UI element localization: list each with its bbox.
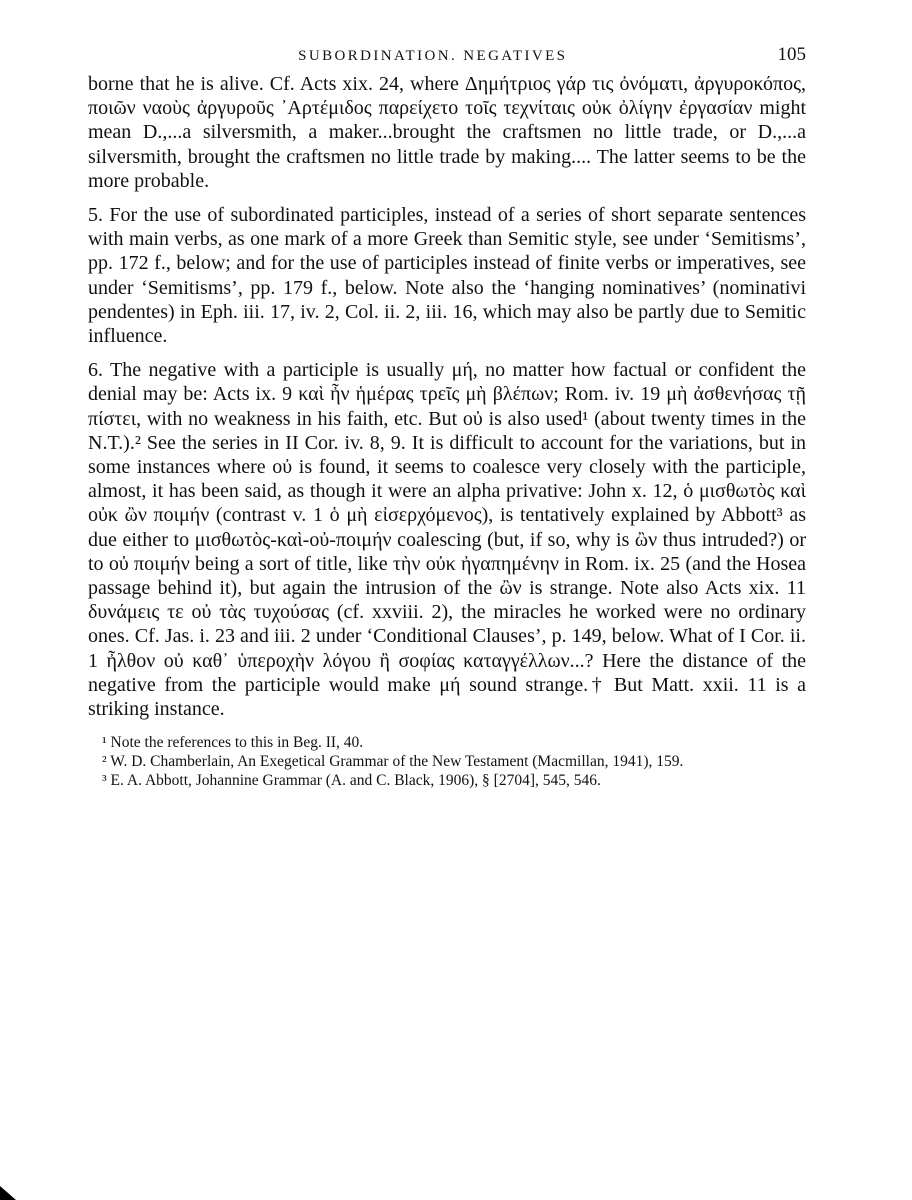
corner-scan-mark <box>0 1186 16 1200</box>
running-head-title: SUBORDINATION. NEGATIVES <box>298 48 568 64</box>
footnote-3: ³ E. A. Abbott, Johannine Grammar (A. and C. Black, 1906), § [2704], 545, 546. <box>102 772 601 790</box>
page-number: 105 <box>777 44 806 65</box>
paragraph-6: 6. The negative with a participle is usually μή, no matter how factual or confident the denial may be: Acts ix. 9 καὶ ἦν ἡμέρας τρεῖς μὴ βλέπων; Rom. iv. 19 μὴ ἀσθενήσας τῇ πίστει, with no weakness in his faith, etc. But οὐ is also used¹ (about twenty times in the N.T.).² See the series in II Cor. iv. 8, 9. It is difficult to account for the variations, but in some instances where οὐ is found, it seems to coalesce very closely with the participle, almost, it has been said, as though it were an alpha privative: John x. 12, ὁ μισθωτὸς καὶ οὐκ ὢν ποιμήν (contrast v. 1 ὁ μὴ εἰσερχόμενος), is tentatively explained by Abbott³ as due either to μισθωτὸς-καὶ-οὐ-ποιμήν coalescing (but, if so, why is ὢν thus intruded?) or to οὐ ποιμήν being a sort of title, like τὴν οὐκ ἠγαπημένην in Rom. ix. 25 (and the Hosea passage behind it), but again the intrusion of the ὢν is strange. Note also Acts xix. 11 δυνάμεις τε οὐ τὰς τυχούσας (cf. xxviii. 2), the miracles he worked were no ordinary ones. Cf. Jas. i. 23 and iii. 2 under ‘Conditional Clauses’, p. 149, below. What of I Cor. ii. 1 ἦλθον οὐ καθ᾿ ὑπεροχὴν λόγου ἢ σοφίας καταγγέλλων...? Here the distance of the negative from the participle would make μή sound strange.† But Matt. xxii. 11 is a striking instance. <box>88 359 806 721</box>
footnote-1: ¹ Note the references to this in Beg. II, 40. <box>102 734 364 752</box>
paragraph-continuation: borne that he is alive. Cf. Acts xix. 24, where Δημήτριος γάρ τις ὀνόματι, ἀργυροκόπος, ποιῶν ναοὺς ἀργυροῦς ᾿Αρτέμιδος παρείχετο τοῖς τεχνίταις οὐκ ὀλίγην ἐργασίαν might mean D.,...a silversmith, a maker...brought the craftsmen no little trade, or D.,...a silversmith, brought the craftsmen no little trade by making.... The latter seems to be the more probable. <box>88 73 806 192</box>
running-head <box>88 44 806 72</box>
body-text <box>88 72 806 721</box>
footnotes <box>88 733 806 790</box>
footnote-2: ² W. D. Chamberlain, An Exegetical Grammar of the New Testament (Macmillan, 1941), 159. <box>102 753 684 771</box>
paragraph-5: 5. For the use of subordinated participles, instead of a series of short separate sentences with main verbs, as one mark of a more Greek than Semitic style, see under ‘Semitisms’, pp. 172 f., below; and for the use of participles instead of finite verbs or imperatives, see under ‘Semitisms’, pp. 179 f., below. Note also the ‘hanging nominatives’ (nominativi pendentes) in Eph. iii. 17, iv. 2, Col. ii. 2, iii. 16, which may also be partly due to Semitic influence. <box>88 204 806 348</box>
book-page <box>88 44 806 790</box>
